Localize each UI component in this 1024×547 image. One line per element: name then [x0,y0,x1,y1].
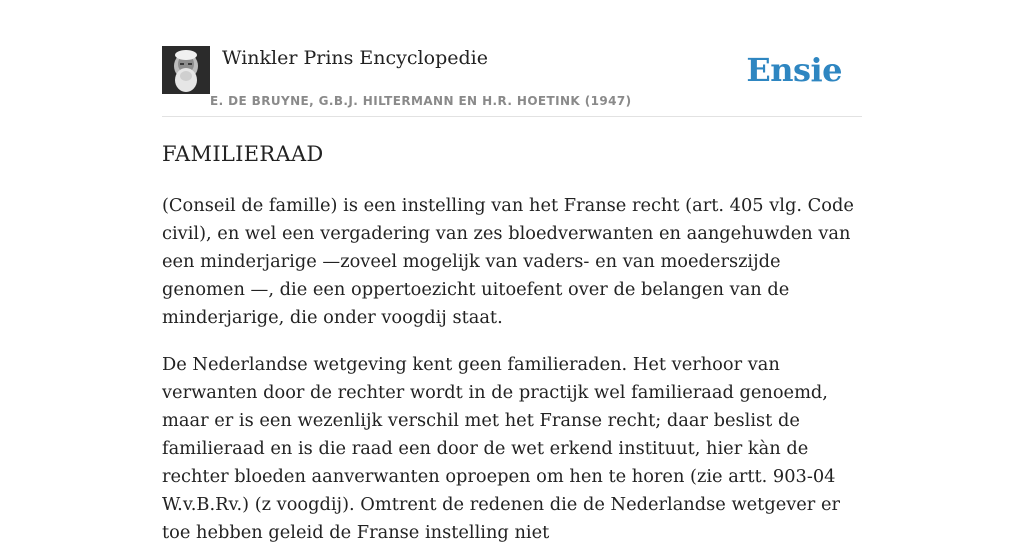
author-portrait-icon [162,46,210,94]
article-paragraph: (Conseil de famille) is een instelling van het Franse recht (art. 405 vlg. Code civil), en wel een vergadering van zes bloedverwanten en aangehuwden van een minderjarige —zoveel mogelijk van vaders- en van moederszijde genomen —, die een oppertoezicht uitoefent over de belangen van de minderjarige, die onder voogdij staat. [162,195,854,328]
book-authors: E. DE BRUYNE, G.B.J. HILTERMANN EN H.R. HOETINK (1947) [210,94,632,108]
article-paragraph: De Nederlandse wetgeving kent geen familieraden. Het verhoor van verwanten door de rechter wordt in de practijk wel familieraad genoemd, maar er is een wezenlijk verschil met het Franse recht; daar beslist de familieraad en is die raad een door de wet erkend instituut, hier kàn de rechter bloeden aanverwanten oproepen om hen te horen (zie artt. 903-04 W.v.B.Rv.) (z voogdij). Omtrent de redenen die de Nederlandse wetgever er toe hebben geleid de Franse instelling niet [162,354,840,543]
author-avatar[interactable] [162,46,210,94]
brand-logo[interactable]: Ensie [746,51,842,89]
article [162,138,864,547]
book-title[interactable]: Winkler Prins Encyclopedie [222,47,488,69]
header [162,46,862,117]
article-title: FAMILIERAAD [162,142,324,166]
